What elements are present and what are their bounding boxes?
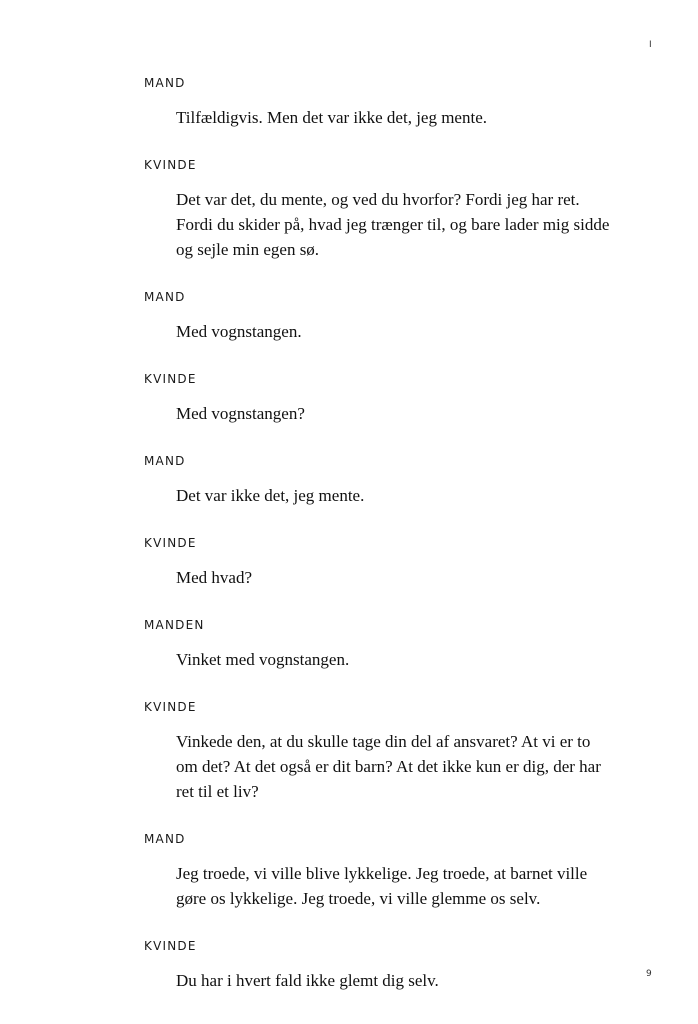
dialogue-block — [144, 451, 624, 508]
speaker-name: KVINDE — [144, 372, 197, 386]
dialogue-script — [144, 73, 624, 1018]
dialogue-line: Med hvad? — [176, 568, 253, 587]
speaker-name: MAND — [144, 290, 186, 304]
speaker-name: KVINDE — [144, 536, 197, 550]
dialogue-line: Med vognstangen. — [176, 322, 302, 341]
dialogue-line: Det var ikke det, jeg mente. — [176, 486, 365, 505]
dialogue-block — [144, 936, 624, 993]
dialogue-line: Vinkede den, at du skulle tage din del af ansvaret? At vi er to om det? At det også er dit barn? At det ikke kun er dig, der har ret til et liv? — [176, 732, 601, 801]
dialogue-line: Du har i hvert fald ikke glemt dig selv. — [176, 971, 439, 990]
dialogue-block — [144, 533, 624, 590]
speaker-name: KVINDE — [144, 158, 197, 172]
dialogue-line: Med vognstangen? — [176, 404, 305, 423]
dialogue-line: Jeg troede, vi ville blive lykkelige. Jeg troede, at barnet ville gøre os lykkelige. Jeg troede, vi ville glemme os selv. — [176, 864, 588, 908]
speaker-name: MAND — [144, 454, 186, 468]
dialogue-block — [144, 829, 624, 911]
dialogue-block — [144, 73, 624, 130]
dialogue-block — [144, 287, 624, 344]
speaker-name: MANDEN — [144, 618, 205, 632]
dialogue-line: Det var det, du mente, og ved du hvorfor? Fordi jeg har ret. Fordi du skider på, hvad jeg trænger til, og bare lader mig sidde og sejle min egen sø. — [176, 190, 610, 259]
speaker-name: KVINDE — [144, 700, 197, 714]
speaker-name: MAND — [144, 832, 186, 846]
dialogue-block — [144, 369, 624, 426]
page-number: 9 — [646, 969, 652, 979]
dialogue-line: Tilfældigvis. Men det var ikke det, jeg mente. — [176, 108, 487, 127]
dialogue-block — [144, 155, 624, 262]
speaker-name: KVINDE — [144, 939, 197, 953]
dialogue-line: Vinket med vognstangen. — [176, 650, 350, 669]
dialogue-block — [144, 615, 624, 672]
dialogue-block — [144, 697, 624, 804]
speaker-name: MAND — [144, 76, 186, 90]
running-head-marker: I — [649, 40, 653, 50]
